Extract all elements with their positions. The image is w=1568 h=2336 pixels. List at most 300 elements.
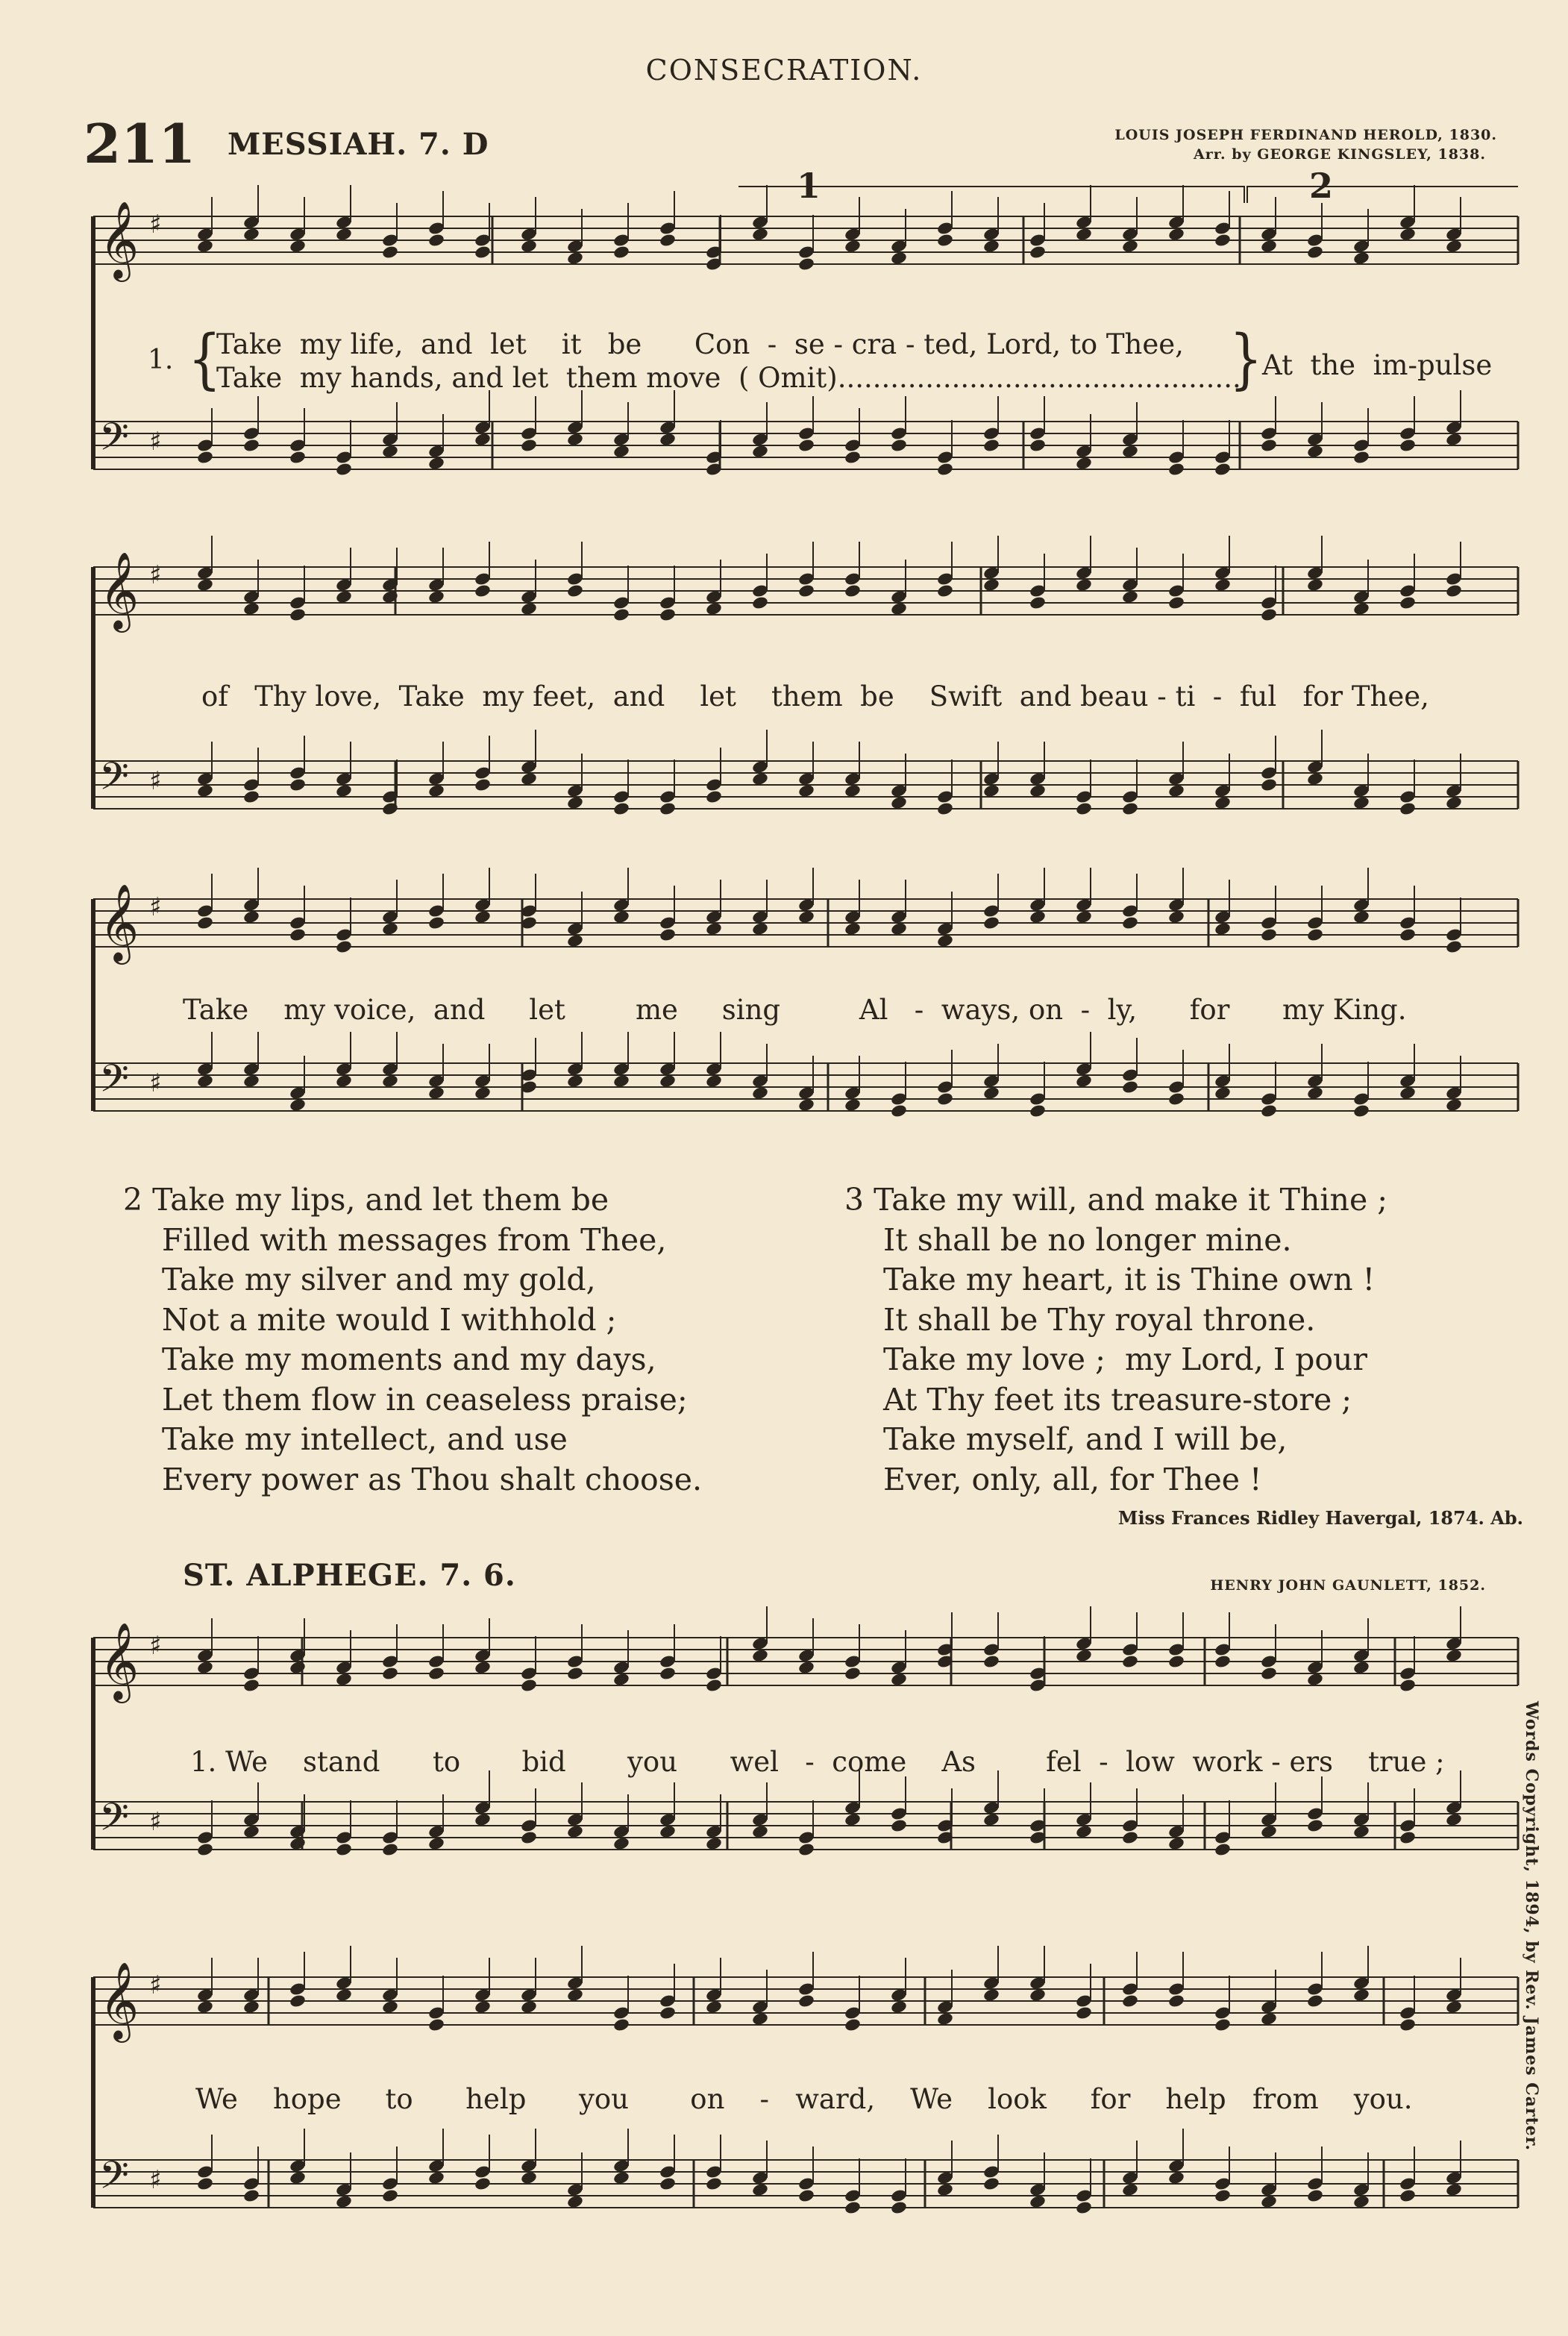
note-head (242, 438, 260, 453)
lyric-line: Take my voice, and let me sing Al - ways, on - ly, for my King. (183, 994, 1407, 1026)
note-head (242, 909, 260, 924)
note-head (566, 583, 584, 598)
note-head (751, 1086, 769, 1100)
note-head (474, 1812, 492, 1827)
note-head (1306, 771, 1324, 786)
note-head (566, 795, 584, 810)
note-head (1445, 1812, 1463, 1827)
note-head (982, 438, 1000, 453)
treble-clef: 𝄞 (99, 883, 139, 962)
hymn-number: 211 (84, 112, 196, 175)
note-head (1260, 2011, 1278, 2026)
note-head (1029, 2194, 1047, 2209)
stanza-line: At Thy feet its treasure-store ; (883, 1381, 1352, 1418)
note-head (1214, 1654, 1232, 1669)
note-head (427, 589, 445, 604)
bass-clef: 𝄢 (99, 2152, 129, 2207)
note-head (982, 1812, 1000, 1827)
volta-bracket (738, 187, 1244, 203)
note-head (289, 1836, 307, 1851)
note-head (566, 1824, 584, 1839)
note-head (659, 1666, 677, 1681)
note-head (1399, 1086, 1417, 1100)
note-head (1214, 577, 1232, 592)
note-head (289, 239, 307, 254)
note-head (844, 1812, 862, 1827)
note-head (1029, 1103, 1047, 1118)
note-head (566, 1074, 584, 1089)
key-sharp: ♯ (149, 892, 162, 922)
composer-credit: HENRY JOHN GAUNLETT, 1852. (1210, 1577, 1486, 1594)
note-head (289, 1994, 307, 2008)
stanza-line: Filled with messages from Thee, (162, 1221, 667, 1258)
key-sharp: ♯ (149, 210, 162, 239)
note-head (1445, 939, 1463, 954)
note-head (982, 1086, 1000, 1100)
tune-name: ST. ALPHEGE. 7. 6. (183, 1558, 516, 1593)
note-head (1075, 1648, 1093, 1663)
stanza-3 (844, 1180, 1387, 1500)
note-head (196, 450, 214, 465)
note-head (335, 462, 353, 477)
note-head (936, 583, 954, 598)
note-head (797, 2188, 815, 2203)
note-head (1075, 2200, 1093, 2215)
note-head (1399, 227, 1417, 242)
note-head (936, 462, 954, 477)
note-head (566, 2194, 584, 2209)
note-head (612, 801, 630, 816)
note-head (1306, 2188, 1324, 2203)
note-head (381, 2188, 399, 2203)
note-head (659, 801, 677, 816)
note-head (844, 1097, 862, 1112)
note-head (1075, 577, 1093, 592)
note-head (1399, 2188, 1417, 2203)
note-head (1167, 1092, 1185, 1106)
note-head (1445, 795, 1463, 810)
note-head (751, 1648, 769, 1663)
note-head (1121, 1080, 1139, 1095)
note-head (474, 245, 492, 260)
note-head (474, 583, 492, 598)
stanza-line: Ever, only, all, for Thee ! (883, 1461, 1262, 1497)
note-head (335, 1074, 353, 1089)
note-head (1121, 239, 1139, 254)
note-head (1352, 2194, 1370, 2209)
note-head (196, 1660, 214, 1675)
note-head (890, 2000, 908, 2014)
note-head (1029, 783, 1047, 798)
note-head (1352, 795, 1370, 810)
bass-clef: 𝄢 (99, 414, 129, 469)
note-head (1260, 607, 1278, 622)
note-head (612, 444, 630, 459)
note-head (797, 1842, 815, 1857)
note-head (1214, 1842, 1232, 1857)
note-head (381, 444, 399, 459)
note-head (659, 432, 677, 447)
note-head (1121, 1994, 1139, 2008)
note-head (705, 1836, 723, 1851)
note-head (242, 227, 260, 242)
note-head (751, 2182, 769, 2197)
stanza-line: Not a mite would I withhold ; (162, 1301, 617, 1338)
note-head (890, 2200, 908, 2215)
note-head (1445, 583, 1463, 598)
lyric-line: 1. We stand to bid you wel - come As fel - low work - ers true ; (190, 1746, 1445, 1778)
note-head (1445, 1648, 1463, 1663)
note-head (1167, 462, 1185, 477)
note-head (844, 583, 862, 598)
note-head (1352, 1660, 1370, 1675)
stanza-line: Every power as Thou shalt choose. (162, 1461, 703, 1497)
note-head (1399, 927, 1417, 942)
note-head (844, 783, 862, 798)
note-head (659, 2005, 677, 2020)
note-head (751, 595, 769, 610)
note-head (474, 432, 492, 447)
note-head (659, 1074, 677, 1089)
note-head (1399, 2017, 1417, 2032)
note-head (242, 601, 260, 616)
note-head (751, 444, 769, 459)
note-head (196, 577, 214, 592)
note-head (1121, 915, 1139, 930)
treble-clef: 𝄞 (99, 1622, 139, 1700)
note-head (1352, 1988, 1370, 2002)
lyric-line: At the im-pulse (1262, 349, 1493, 381)
volta-bracket (1247, 187, 1518, 203)
author-credit: Miss Frances Ridley Havergal, 1874. Ab. (1117, 1507, 1523, 1529)
note-head (659, 2176, 677, 2191)
note-head (1167, 1836, 1185, 1851)
note-head (1306, 245, 1324, 260)
note-head (242, 789, 260, 804)
stanza-line: Take my moments and my days, (162, 1341, 656, 1377)
note-head (1306, 1672, 1324, 1687)
bass-clef: 𝄢 (99, 754, 129, 808)
note-head (242, 1074, 260, 1089)
note-head (890, 1818, 908, 1833)
note-head (1167, 1994, 1185, 2008)
note-head (844, 2017, 862, 2032)
note-head (797, 909, 815, 924)
note-head (427, 915, 445, 930)
note-head (982, 783, 1000, 798)
key-sharp: ♯ (149, 766, 162, 796)
stanza-line: Take my heart, it is Thine own ! (883, 1262, 1376, 1297)
note-head (381, 2000, 399, 2014)
stanza-line: It shall be Thy royal throne. (883, 1301, 1316, 1338)
note-head (936, 801, 954, 816)
bass-clef: 𝄢 (99, 1056, 129, 1110)
brace-right: } (1229, 320, 1263, 398)
note-head (520, 2170, 538, 2185)
note-head (890, 438, 908, 453)
note-head (1306, 577, 1324, 592)
note-head (1260, 438, 1278, 453)
note-head (1260, 2194, 1278, 2209)
stanza-line: Take my silver and my gold, (162, 1262, 596, 1297)
note-head (612, 1836, 630, 1851)
note-head (1214, 2188, 1232, 2203)
note-head (1306, 1086, 1324, 1100)
stanza-line: Let them flow in ceaseless praise; (162, 1381, 688, 1418)
note-head (1167, 2170, 1185, 2185)
note-head (566, 1988, 584, 2002)
note-head (1214, 2017, 1232, 2032)
note-head (1029, 1988, 1047, 2002)
bass-clef: 𝄢 (99, 1794, 129, 1849)
note-head (1399, 1830, 1417, 1845)
note-head (936, 933, 954, 948)
note-head (982, 2176, 1000, 2191)
note-head (797, 257, 815, 272)
lyric-line: Take my life, and let it be Con - se - cra - ted, Lord, to Thee, (216, 328, 1184, 360)
note-head (1029, 595, 1047, 610)
second-ending-number: 2 (1309, 166, 1334, 206)
note-head (1352, 909, 1370, 924)
note-head (520, 601, 538, 616)
note-head (289, 450, 307, 465)
note-head (797, 783, 815, 798)
note-head (1260, 1666, 1278, 1681)
note-head (1214, 795, 1232, 810)
note-head (1260, 239, 1278, 254)
note-head (196, 1074, 214, 1089)
note-head (335, 2194, 353, 2209)
key-sharp: ♯ (149, 1068, 162, 1098)
note-head (751, 921, 769, 936)
note-head (1121, 1830, 1139, 1845)
note-head (1075, 1074, 1093, 1089)
note-head (612, 2017, 630, 2032)
note-head (659, 927, 677, 942)
note-head (1075, 801, 1093, 816)
note-head (520, 1678, 538, 1693)
note-head (1399, 438, 1417, 453)
key-sharp: ♯ (149, 2165, 162, 2195)
note-head (1445, 1097, 1463, 1112)
note-head (982, 1654, 1000, 1669)
note-head (427, 2170, 445, 2185)
lyric-line: We hope to help you on - ward, We look for help from you. (195, 2083, 1413, 2115)
note-head (381, 245, 399, 260)
note-head (381, 1074, 399, 1089)
note-head (196, 915, 214, 930)
note-head (1075, 1824, 1093, 1839)
note-head (890, 795, 908, 810)
note-head (1075, 909, 1093, 924)
note-head (751, 227, 769, 242)
stanza-line: Take my love ; my Lord, I pour (883, 1341, 1368, 1377)
note-head (1214, 1086, 1232, 1100)
note-head (1214, 921, 1232, 936)
note-head (335, 589, 353, 604)
note-head (427, 1666, 445, 1681)
note-head (936, 233, 954, 248)
note-head (196, 2000, 214, 2014)
note-head (612, 2170, 630, 2185)
note-head (1260, 1103, 1278, 1118)
section-title: CONSECRATION. (645, 54, 923, 87)
lyric-line: of Thy love, Take my feet, and let them be Swift and beau - ti - ful for Thee, (201, 680, 1429, 713)
note-head (612, 1672, 630, 1687)
treble-clef: 𝄞 (99, 551, 139, 630)
note-head (797, 1994, 815, 2008)
note-head (1352, 601, 1370, 616)
note-head (474, 2176, 492, 2191)
note-head (1075, 2005, 1093, 2020)
note-head (705, 789, 723, 804)
note-head (982, 239, 1000, 254)
note-head (1167, 595, 1185, 610)
note-head (1260, 1824, 1278, 1839)
note-head (196, 2176, 214, 2191)
note-head (936, 2011, 954, 2026)
note-head (797, 438, 815, 453)
note-head (1167, 227, 1185, 242)
note-head (1121, 589, 1139, 604)
first-ending-number: 1 (797, 166, 821, 206)
note-head (381, 1842, 399, 1857)
stanza-2 (123, 1180, 702, 1500)
note-head (520, 771, 538, 786)
note-head (844, 2200, 862, 2215)
note-head (289, 777, 307, 792)
note-head (751, 2011, 769, 2026)
key-sharp: ♯ (149, 560, 162, 590)
note-head (890, 1672, 908, 1687)
note-head (1306, 1994, 1324, 2008)
stanza-line: 2 Take my lips, and let them be (123, 1182, 609, 1218)
note-head (751, 771, 769, 786)
brace-left: { (188, 320, 222, 398)
note-head (797, 583, 815, 598)
note-head (612, 607, 630, 622)
note-head (242, 2000, 260, 2014)
note-head (1306, 1818, 1324, 1833)
treble-clef: 𝄞 (99, 201, 139, 279)
note-head (982, 1988, 1000, 2002)
note-head (196, 783, 214, 798)
note-head (335, 227, 353, 242)
copyright-notice: Words Copyright, 1894, by Rev. James Carter. (1522, 1701, 1541, 2152)
note-head (381, 1666, 399, 1681)
key-sharp: ♯ (149, 427, 162, 457)
note-head (659, 233, 677, 248)
note-head (520, 2000, 538, 2014)
note-head (844, 921, 862, 936)
note-head (890, 601, 908, 616)
note-head (1029, 245, 1047, 260)
note-head (936, 2182, 954, 2197)
note-head (474, 1086, 492, 1100)
note-head (890, 251, 908, 266)
stanza-line: It shall be no longer mine. (883, 1221, 1292, 1258)
note-head (1260, 777, 1278, 792)
stanza-line: Take myself, and I will be, (883, 1421, 1288, 1457)
note-head (427, 783, 445, 798)
note-head (1445, 432, 1463, 447)
note-head (890, 1103, 908, 1118)
note-head (1260, 927, 1278, 942)
note-head (335, 1988, 353, 2002)
note-head (566, 251, 584, 266)
note-head (1306, 444, 1324, 459)
note-head (659, 607, 677, 622)
note-head (289, 927, 307, 942)
note-head (1167, 909, 1185, 924)
key-sharp: ♯ (149, 1807, 162, 1837)
note-head (705, 2000, 723, 2014)
note-head (520, 239, 538, 254)
note-head (335, 939, 353, 954)
note-head (474, 777, 492, 792)
note-head (1214, 233, 1232, 248)
note-head (890, 921, 908, 936)
note-head (427, 1836, 445, 1851)
note-head (612, 1074, 630, 1089)
note-head (1167, 1654, 1185, 1669)
arranger-credit: Arr. by GEORGE KINGSLEY, 1838. (1194, 146, 1486, 163)
note-head (612, 909, 630, 924)
note-head (1029, 438, 1047, 453)
tune-name: MESSIAH. 7. D (228, 127, 489, 162)
verse-number: 1. (148, 345, 174, 375)
note-head (1121, 2182, 1139, 2197)
note-head (1445, 239, 1463, 254)
note-head (705, 1074, 723, 1089)
note-head (705, 2176, 723, 2191)
note-head (289, 2170, 307, 2185)
note-head (1167, 783, 1185, 798)
note-head (1445, 2000, 1463, 2014)
note-head (797, 1097, 815, 1112)
note-head (289, 607, 307, 622)
note-head (289, 1660, 307, 1675)
composer-credit: LOUIS JOSEPH FERDINAND HEROLD, 1830. (1114, 127, 1497, 143)
note-head (381, 921, 399, 936)
note-head (1352, 1103, 1370, 1118)
note-head (1399, 801, 1417, 816)
note-head (1075, 456, 1093, 471)
note-head (982, 915, 1000, 930)
note-head (705, 921, 723, 936)
note-head (751, 1824, 769, 1839)
key-sharp: ♯ (149, 1631, 162, 1661)
note-head (982, 577, 1000, 592)
note-head (844, 1666, 862, 1681)
note-head (335, 1842, 353, 1857)
note-head (335, 1672, 353, 1687)
note-head (427, 456, 445, 471)
stanza-line: Take my intellect, and use (162, 1421, 568, 1457)
note-head (1352, 251, 1370, 266)
treble-clef: 𝄞 (99, 1961, 139, 2040)
note-head (1399, 595, 1417, 610)
note-head (335, 783, 353, 798)
note-head (1306, 927, 1324, 942)
note-head (844, 450, 862, 465)
note-head (659, 1824, 677, 1839)
note-head (242, 1678, 260, 1693)
note-head (520, 1830, 538, 1845)
note-head (427, 233, 445, 248)
note-head (566, 432, 584, 447)
note-head (1445, 2182, 1463, 2197)
